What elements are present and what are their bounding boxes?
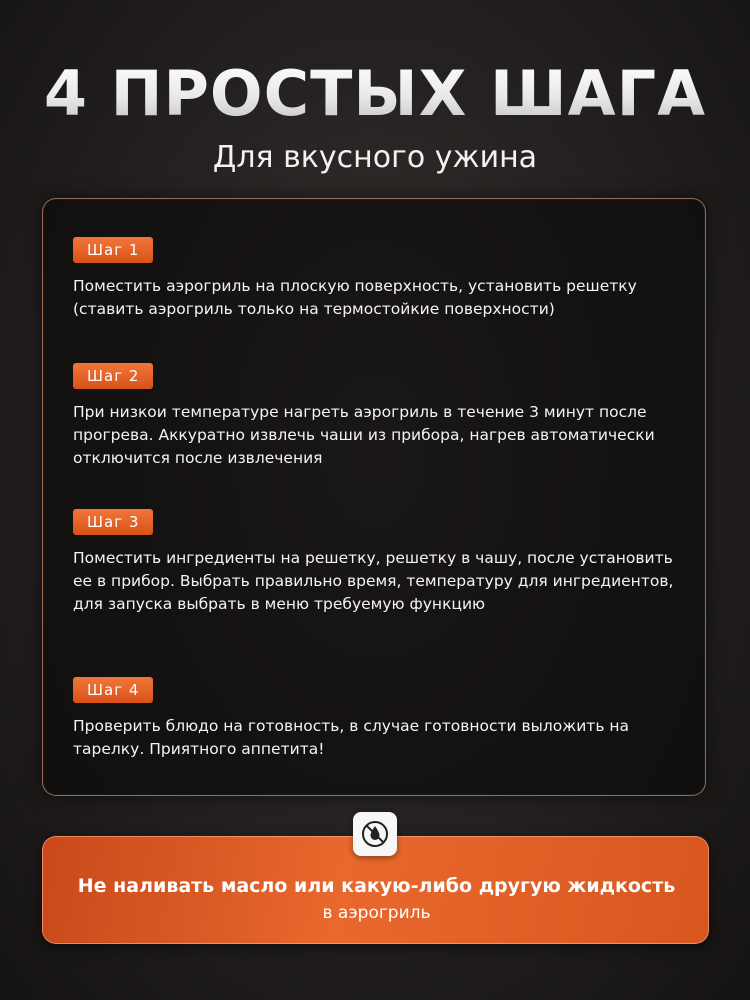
step-4-badge: Шаг 4 bbox=[73, 677, 153, 703]
step-2-text: При низкои температуре нагреть аэрогриль в течение 3 минут после прогрева. Аккуратно извлечь чаши из прибора, нагрев автоматически отключится после извлечения bbox=[73, 403, 655, 467]
step-4-text: Проверить блюдо на готовность, в случае готовности выложить на тарелку. Приятного аппетита! bbox=[73, 717, 630, 758]
step-2 bbox=[73, 363, 683, 470]
step-2-badge: Шаг 2 bbox=[73, 363, 153, 389]
step-3 bbox=[73, 509, 683, 616]
page-title: 4 ПРОСТЫХ ШАГА bbox=[0, 58, 750, 130]
step-3-text: Поместить ингредиенты на решетку, решетку в чашу, после установить ее в прибор. Выбрать правильно время, температуру для ингредиентов, для запуска выбрать в меню требуемую функцию bbox=[73, 549, 674, 613]
warning-main-text: Не наливать масло или какую-либо другую жидкость bbox=[77, 875, 676, 897]
page-subtitle: Для вкусного ужина bbox=[212, 140, 538, 175]
steps-card bbox=[42, 198, 706, 796]
step-1-badge: Шаг 1 bbox=[73, 237, 153, 263]
no-oil-drop-icon-svg bbox=[360, 819, 390, 849]
step-4 bbox=[73, 677, 683, 761]
no-oil-drop-icon bbox=[353, 812, 397, 856]
step-3-badge: Шаг 3 bbox=[73, 509, 153, 535]
step-1-text: Поместить аэрогриль на плоскую поверхность, установить решетку (ставить аэрогриль только на термостойкие поверхности) bbox=[73, 277, 637, 318]
step-1 bbox=[73, 237, 683, 321]
warning-sub-text: в аэрогриль bbox=[322, 903, 431, 923]
